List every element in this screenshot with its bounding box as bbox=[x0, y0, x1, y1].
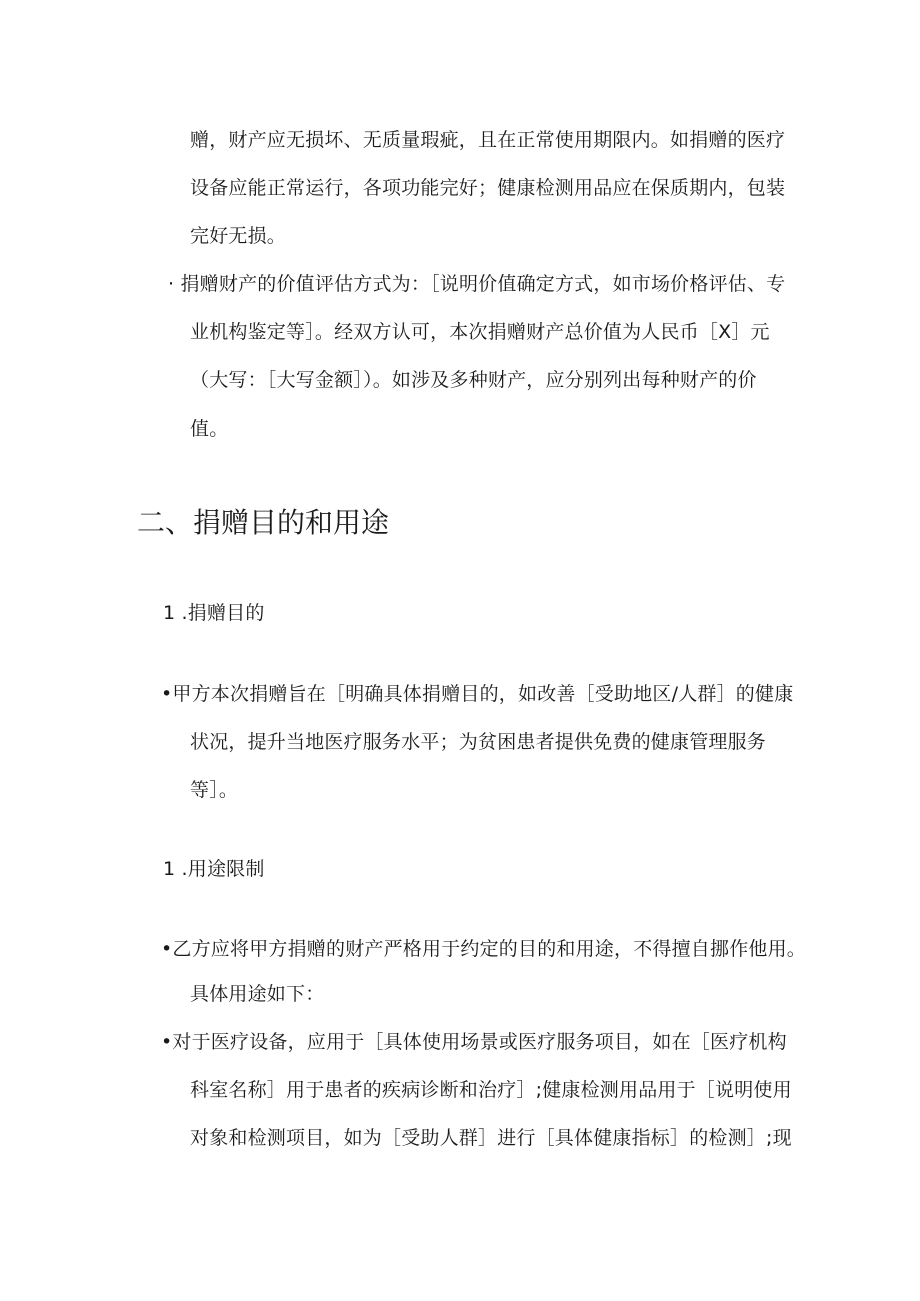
subsection-title-purpose: 1 .捐赠目的 bbox=[163, 602, 265, 624]
usage-bullet2-line1: •对于医疗设备，应用于［具体使用场景或医疗服务项目，如在［医疗机构 bbox=[161, 1031, 787, 1053]
usage-bullet2-line2: 科室名称］用于患者的疾病诊断和治疗］;健康检测用品用于［说明使用 bbox=[190, 1079, 792, 1101]
para1-line1: 赠，财产应无损坏、无质量瑕疵，且在正常使用期限内。如捐赠的医疗 bbox=[190, 129, 786, 151]
para2-line1: · 捐赠财产的价值评估方式为：［说明价值确定方式，如市场价格评估、专 bbox=[168, 273, 786, 295]
purpose-bullet-line1: •甲方本次捐赠旨在［明确具体捐赠目的，如改善［受助地区/人群］的健康 bbox=[161, 683, 794, 705]
usage-bullet1-line2: 具体用途如下： bbox=[190, 983, 325, 1005]
subsection-title-usage: 1 .用途限制 bbox=[163, 858, 265, 880]
para2-line3: （大写：［大写金额］）。如涉及多种财产，应分别列出每种财产的价 bbox=[190, 369, 757, 391]
usage-bullet2-line3: 对象和检测项目，如为［受助人群］进行［具体健康指标］的检测］;现 bbox=[190, 1127, 792, 1149]
purpose-bullet-line3: 等］。 bbox=[190, 779, 239, 801]
purpose-bullet-line2: 状况，提升当地医疗服务水平；为贫困患者提供免费的健康管理服务 bbox=[190, 731, 767, 753]
para1-line2: 设备应能正常运行，各项功能完好；健康检测用品应在保质期内，包装 bbox=[190, 177, 786, 199]
para1-line3: 完好无损。 bbox=[190, 225, 287, 247]
usage-bullet1-line1: •乙方应将甲方捐赠的财产严格用于约定的目的和用途，不得擅自挪作他用。 bbox=[161, 938, 807, 960]
para2-line4: 值。 bbox=[190, 418, 229, 440]
para2-line2: 业机构鉴定等］。经双方认可，本次捐赠财产总价值为人民币［X］元 bbox=[190, 321, 770, 343]
section-heading: 二、捐赠目的和用途 bbox=[137, 506, 390, 539]
